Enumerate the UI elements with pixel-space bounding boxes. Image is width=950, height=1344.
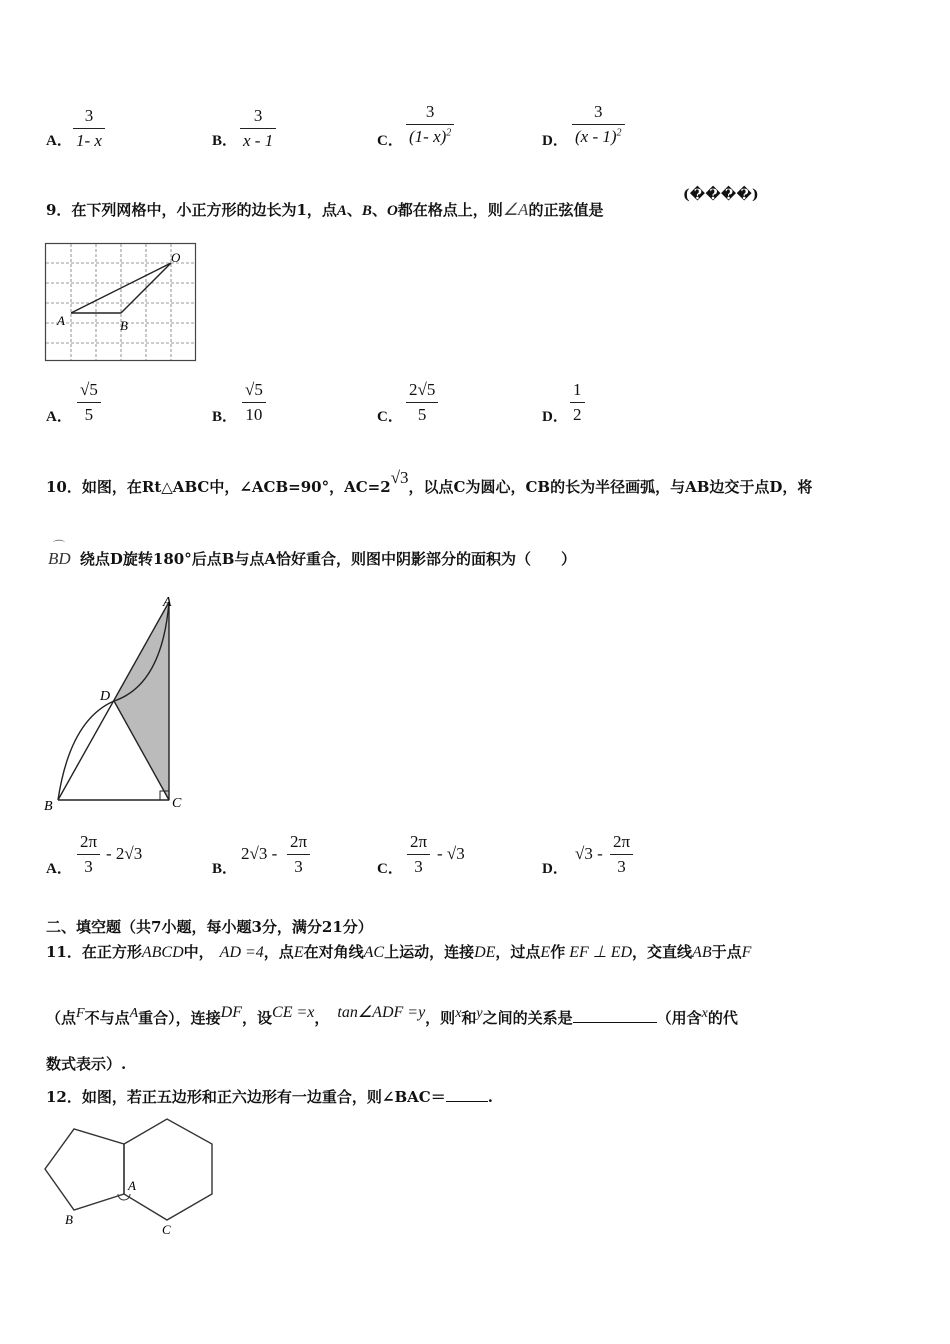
q10-option-c-letter: C． [377,861,403,877]
q8-option-b-fraction [240,106,276,151]
q11-ef-perp-ed: EF ⊥ ED [569,944,633,961]
q12-label-c: C [162,1222,171,1237]
q9-option-b-denominator: 10 [245,405,263,424]
pentagon [45,1129,124,1210]
q9-sep-1: 、 [346,201,362,219]
q10-label-b: B [44,799,53,814]
q11-f2: F [76,1006,85,1021]
q11-t17: 之间的关系是 [482,1009,573,1027]
q9-option-d-fraction [570,380,585,425]
q11-t6: ，过点 [495,943,541,961]
q10-text-1: 10．如图，在Rt△ABC中，∠ACB=90°，AC=2 [46,478,391,496]
q11-t18: （用含 [656,1009,702,1027]
q9-option-a-numerator: √5 [77,380,101,403]
q10-option-a-letter: A． [46,861,72,877]
q8-option-a-numerator: 3 [73,106,105,129]
q9-text-2: 都在格点上，则 [397,201,503,219]
q9-point-o: O [386,203,398,219]
q10-option-d-fraction [610,832,633,877]
q11-df: DF [220,1004,242,1021]
q10-option-d-head: √3 - [575,844,603,863]
q10-figure [40,590,190,815]
q11-t10: （点 [46,1009,77,1027]
q9-option-b-numerator: √5 [242,380,266,403]
q10-arc-symbol: ⌒ [53,539,66,553]
q9-option-b-letter: B． [212,409,238,425]
q11-t2: 中， [183,943,214,961]
q11-t9: 于点 [711,943,742,961]
q9-option-d-denominator: 2 [573,405,582,424]
q11-t19: 的代 [707,1009,738,1027]
q9-option-a-fraction [77,380,101,425]
q11-t4: 在对角线 [303,943,364,961]
q11-ab: AB [692,944,712,961]
q11-t12: 重合），连接 [138,1009,221,1027]
q11-de: DE [474,944,496,961]
q12-answer-blank[interactable] [446,1101,488,1102]
q11-a2: A [129,1006,139,1021]
q8-option-c-den-base: (1- x) [409,127,447,146]
q10-text-3: 绕点D旋转180°后点B与点A恰好重合，则图中阴影部分的面积为（ ） [79,550,577,568]
q8-option-a-denominator: 1- x [76,131,102,150]
q10-option-d-letter: D． [542,861,568,877]
q11-t15: ，则 [425,1009,456,1027]
q10-option-c-numerator: 2π [407,832,430,855]
q11-y1: y [476,1006,483,1021]
q12-figure [40,1112,220,1238]
q11-tan-adf: tan∠ADF =y [337,1004,426,1021]
q8-option-c-den-exponent: 2 [446,127,452,139]
q11-t8: ，交直线 [632,943,693,961]
q9-angle-a: ∠A [502,200,529,219]
q9-point-b: B [361,203,372,219]
q9-garbled-bracket: (����) [683,187,759,203]
q9-option-d-numerator: 1 [570,380,585,403]
q9-option-a-denominator: 5 [84,405,94,424]
q9-option-d-letter: D． [542,409,568,425]
q9-label-o: O [171,250,181,265]
q11-t13: ，设 [242,1009,273,1027]
q11-ce-x: CE =x [272,1004,315,1021]
q12-label-a: A [128,1178,136,1193]
q10-arc-bd [48,539,71,569]
q11-t16: 和 [461,1009,477,1027]
q10-option-c-tail: - √3 [437,844,465,863]
q8-option-d-letter: D． [542,133,568,149]
q8-option-d-den-base: (x - 1) [575,127,617,146]
q10-stem-line2 [48,539,577,569]
q11-x2: x [701,1006,708,1021]
q8-option-c-numerator: 3 [406,102,454,125]
q11-ac: AC [363,944,385,961]
q9-point-a: A [336,203,347,219]
q10-label-a: A [163,595,172,610]
q9-stem [46,199,603,220]
q8-option-a-letter: A． [46,133,72,149]
q11-t3: ，点 [263,943,294,961]
q10-option-c-denominator: 3 [414,857,423,876]
q8-option-b-numerator: 3 [240,106,276,129]
q8-option-d-denominator [572,125,625,147]
q10-option-d-numerator: 2π [610,832,633,855]
q11-t1: 11．在正方形 [46,943,142,961]
q11-e1: E [293,944,304,961]
q11-abcd: ABCD [141,944,184,961]
q8-option-b-letter: B． [212,133,238,149]
q8-option-b-denominator: x - 1 [243,131,274,150]
q9-option-c-denominator: 5 [417,405,427,424]
q9-text-1: 9．在下列网格中，小正方形的边长为1，点 [46,201,337,219]
q10-option-a-tail: - 2√3 [106,844,143,863]
q11-t5: 上运动，连接 [384,943,475,961]
q11-line1 [46,941,751,962]
q8-option-a-fraction [73,106,105,151]
q10-option-a-denominator: 3 [84,857,93,876]
q9-grid-figure [44,242,198,363]
q10-option-b-letter: B． [212,861,238,877]
q8-option-c-denominator [406,125,454,147]
q11-x1: x [455,1006,462,1021]
q10-option-a-fraction [77,832,100,877]
q9-sep-2: 、 [371,201,387,219]
q11-f1: F [741,944,752,961]
q10-option-b-head: 2√3 - [241,844,278,863]
q9-option-c-numerator: 2√5 [406,380,438,403]
q8-option-d-numerator: 3 [572,102,625,125]
q10-option-b-denominator: 3 [294,857,303,876]
q8-option-c-fraction [406,102,454,147]
q9-option-c-letter: C． [377,409,403,425]
q10-stem-line1 [46,468,813,497]
q11-e2: E [540,944,551,961]
q10-text-2: ，以点C为圆心，CB的长为半径画弧，与AB边交于点D，将 [408,478,813,496]
q11-t14: ， [314,1009,330,1027]
q11-ad: AD =4 [219,944,264,961]
q9-option-c-fraction [406,380,438,425]
q11-answer-blank[interactable] [573,1022,657,1023]
q8-option-c-letter: C． [377,133,403,149]
q10-label-d: D [100,689,111,704]
q11-t7: 作 [550,943,566,961]
q8-option-d-fraction [572,102,625,147]
q9-option-a-letter: A． [46,409,72,425]
q11-line2 [46,1002,738,1028]
q10-option-a-numerator: 2π [77,832,100,855]
q10-option-b-numerator: 2π [287,832,310,855]
q11-t11: 不与点 [84,1009,130,1027]
q9-label-b: B [120,318,128,333]
q9-text-3: 的正弦值是 [528,201,604,219]
q12-label-b: B [65,1212,73,1227]
q12-period: . [487,1088,493,1106]
q10-sqrt3: √3 [390,468,409,487]
q9-option-b-fraction [242,380,266,425]
hexagon [124,1119,212,1220]
q10-bd: BD [48,549,71,568]
q10-option-c-fraction [407,832,430,877]
q12-text: 12．如图，若正五边形和正六边形有一边重合，则∠BAC＝ [46,1088,446,1106]
q10-option-d-denominator: 3 [617,857,626,876]
q10-option-b-fraction [287,832,310,877]
q10-label-c: C [172,796,182,811]
q12-stem [46,1086,493,1107]
q9-label-a: A [57,313,65,328]
section-2-heading: 二、填空题（共7小题，每小题3分，满分21分） [46,918,373,936]
q11-line3: 数式表示）. [46,1055,127,1073]
q8-option-d-den-exponent: 2 [616,127,622,139]
